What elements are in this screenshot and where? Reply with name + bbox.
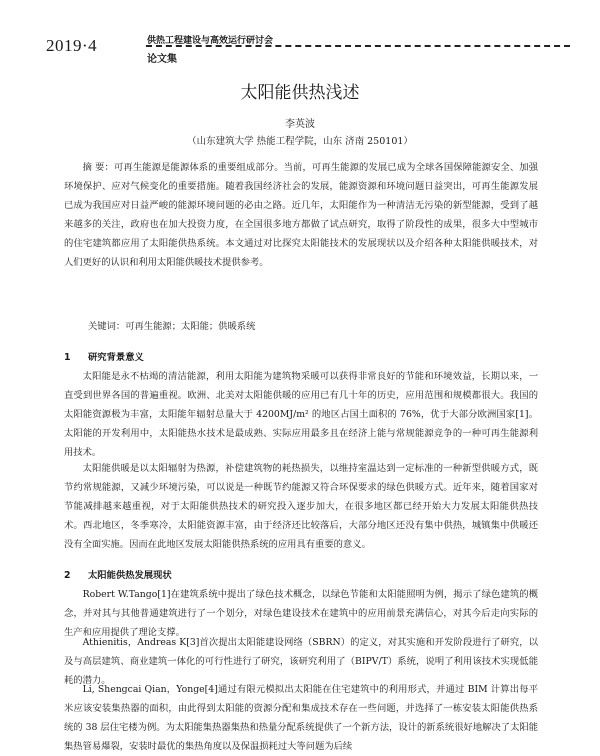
section-number: 1 [64, 352, 71, 363]
section-name: 论文集 [147, 54, 177, 65]
abstract-text: 可再生能源是能源体系的重要组成部分。当前，可再生能源的发展已成为全球各国保障能源安全、加强环境保护、应对气候变化的重要措施。随着我国经济社会的发展，能源资源和环境问题日益突出，可再生能源发展已成为我国应对日益严峻的能源环境问题的必由之路。近几年，太阳能作为一种清洁无污染的新型能源，受到了越来越多的关注，政府也在加大投资力度，在全国很多地方都做了试点研究，取得了阶段性的成果，很多大中型城市的住宅建筑都应用了太阳能供热系统。本文通过对比探究太阳能技术的发展现状以及介绍各种太阳能供暖技术，对人们更好的认识和利用太阳能供暖技术提供参考。 [64, 162, 538, 268]
keywords-label: 关键词： [88, 321, 126, 332]
section-title: 研究背景意义 [88, 352, 144, 363]
journal-name: 供热工程建设与高效运行研讨会 [147, 36, 274, 46]
abstract-label: 摘 要： [82, 162, 114, 173]
paragraph: Li, Shengcai Qian，Yonge[4]通过有限元模拟出太阳能在住宅建筑中的利用形式，并通过 BIM 计算出每平米应该安装集热器的面积，由此得到太阳能的资源分配和集成技术存在一些问题，并选择了一栋安装太阳能供热系统的 38 层住宅楼为例。为太阳能集热器集热和热量分配系统提供了一个新方法，设计的新系统很好地解决了太阳能集热管易爆裂，安装时最优的集热角度以及保温损耗过大等问题为后续 [64, 684, 538, 752]
keywords [88, 318, 255, 332]
author-affiliation: （山东建筑大学 热能工程学院，山东 济南 250101） [187, 136, 413, 147]
running-header [46, 30, 566, 66]
author-name: 李英波 [285, 119, 315, 130]
paragraph: Robert W.Tango[1]在建筑系统中提出了绿色技术概念，以绿色节能和太阳能照明为例，揭示了绿色建筑的概念，并对其与其他普通建筑进行了一个划分，对绿色建设技术在建筑中的应用前景充满信心，对其今后走向实际的生产和应用提供了理论支撑。 [64, 589, 538, 638]
issue-number: 2019·4 [46, 36, 98, 55]
paragraph: 太阳能是永不枯竭的清洁能源，利用太阳能为建筑物采暖可以获得非常良好的节能和环境效益，长期以来，一直受到世界各国的普遍重视。欧洲、北美对太阳能供暖的应用已有几十年的历史，应用范围和规模都很大。我国的太阳能资源极为丰富，太阳能年辐射总量大于 4200MJ/m² 的地区占国土面积的 76%，优于大部分欧洲国家[1]。太阳能的开发利用中，太阳能热水技术是最成熟、实际应用最多且在经济上能与常规能源竞争的一种可再生能源利用技术。 [64, 371, 538, 458]
abstract [64, 158, 538, 272]
header-rule [146, 45, 570, 47]
section-title: 太阳能供热发展现状 [88, 570, 172, 581]
section-heading [64, 349, 144, 363]
section-heading [64, 567, 172, 581]
paper-title: 太阳能供热浅述 [240, 83, 360, 103]
paragraph: 太阳能供暖是以太阳辐射为热源，补偿建筑物的耗热损失，以维持室温达到一定标准的一种新型供暖方式，既节约常规能源，又减少环境污染，可以说是一种既节约能源又符合环保要求的绿色供暖方式。近年来，随着国家对节能减排越来越重视，对于太阳能供热技术的研究投入逐步加大，在很多地区都已经开始大力发展太阳能供热技术。西北地区，冬季寒冷，太阳能资源丰富，由于经济还比较落后，大部分地区还没有集中供热，城镇集中供暖还没有全面实施。因而在此地区发展太阳能供热系统的应用具有重要的意义。 [64, 463, 538, 550]
keywords-text: 可再生能源；太阳能；供暖系统 [125, 321, 256, 332]
section-number: 2 [64, 570, 71, 581]
paragraph: Athienitis，Andreas K[3]首次提出太阳能建设网络（SBRN）的定义，对其实施和开发阶段进行了研究，以及与高层建筑、商业建筑一体化的可行性进行了研究，该研究利用了（BIPV/T）系统，说明了利用该技术实现低能耗的潜力。 [64, 637, 538, 686]
